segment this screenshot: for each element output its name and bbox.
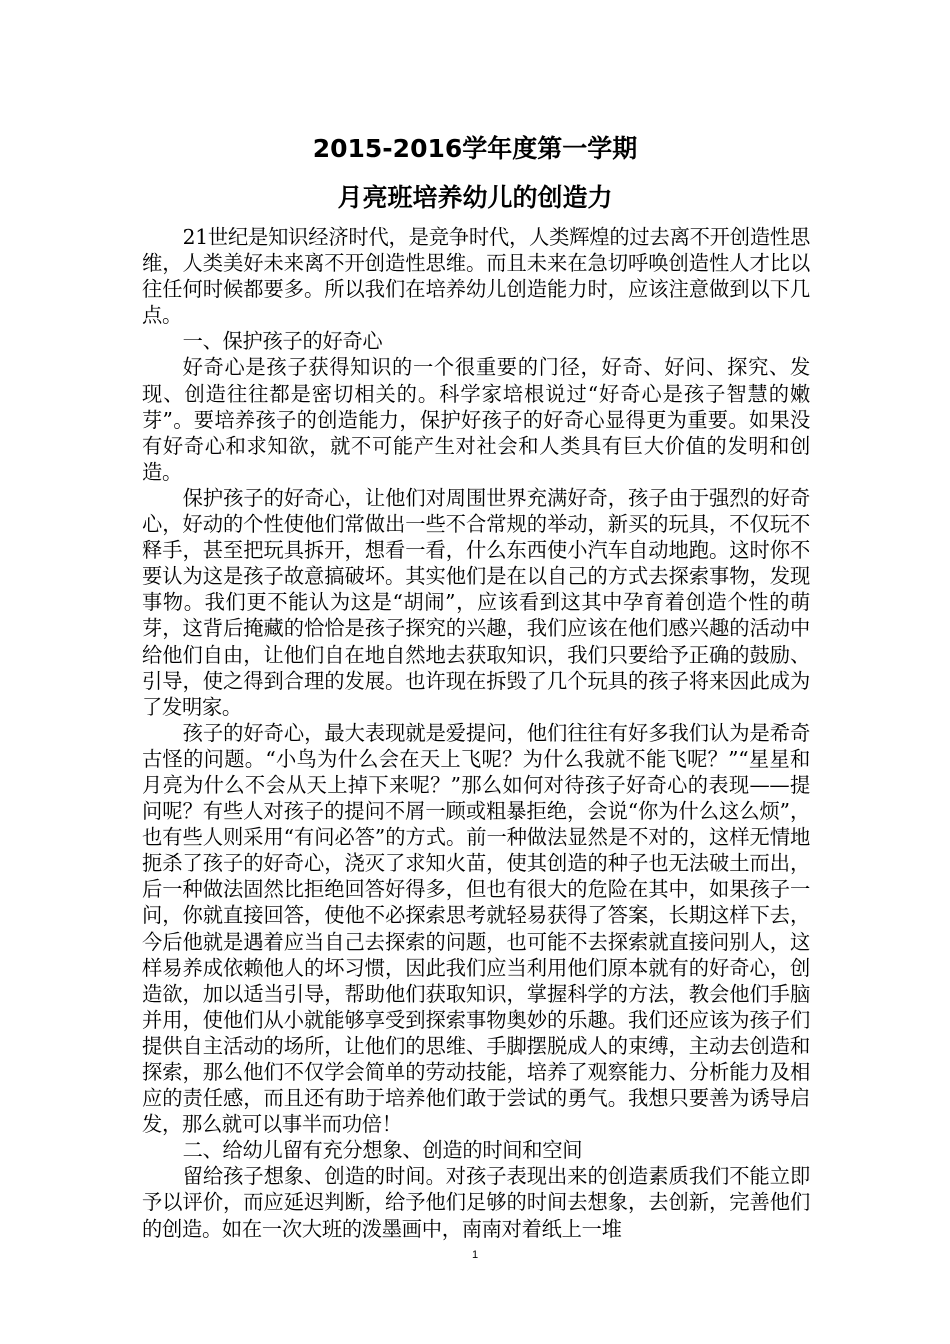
paragraph: 好奇心是孩子获得知识的一个很重要的门径，好奇、好问、探究、发现、创造往往都是密切相关的。科学家培根说过“好奇心是孩子智慧的嫩芽”。要培养孩子的创造能力，保护好孩子的好奇心显得更为重要。如果没有好奇心和求知欲，就不可能产生对社会和人类具有巨大价值的发明和创造。 [142, 355, 810, 484]
paragraph: 孩子的好奇心，最大表现就是爱提问，他们往往有好多我们认为是希奇古怪的问题。“小鸟为什么会在天上飞呢？为什么我就不能飞呢？”“星星和月亮为什么不会从天上掉下来呢？”那么如何对待孩子好奇心的表现——提问呢？有些人对孩子的提问不屑一顾或粗暴拒绝，会说“你为什么这么烦”，也有些人则采用“有问必答”的方式。前一种做法显然是不对的，这样无情地扼杀了孩子的好奇心，浇灭了求知火苗，使其创造的种子也无法破土而出，后一种做法固然比拒绝回答好得多，但也有很大的危险在其中，如果孩子一问，你就直接回答，使他不必探索思考就轻易获得了答案，长期这样下去，今后他就是遇着应当自己去探索的问题，也可能不去探索就直接问别人，这样易养成依赖他人的坏习惯，因此我们应当利用他们原本就有的好奇心，创造欲，加以适当引导，帮助他们获取知识，掌握科学的方法，教会他们手脑并用，使他们从小就能够享受到探索事物奥妙的乐趣。我们还应该为孩子们提供自主活动的场所，让他们的思维、手脚摆脱成人的束缚，主动去创造和探索，那么他们不仅学会简单的劳动技能，培养了观察能力、分析能力及相应的责任感，而且还有助于培养他们敢于尝试的勇气。我想只要善为诱导启发，那么就可以事半而功倍！ [142, 720, 810, 1137]
page-number: 1 [471, 1249, 479, 1261]
section-heading-2: 二、给幼儿留有充分想象、创造的时间和空间 [182, 1138, 583, 1163]
paragraph: 留给孩子想象、创造的时间。对孩子表现出来的创造素质我们不能立即予以评价，而应延迟判断，给予他们足够的时间去想象，去创新，完善他们的创造。如在一次大班的泼墨画中，南南对着纸上一堆 [142, 1164, 810, 1241]
paragraph: 保护孩子的好奇心，让他们对周围世界充满好奇，孩子由于强烈的好奇心，好动的个性使他们常做出一些不合常规的举动，新买的玩具，不仅玩不释手，甚至把玩具拆开，想看一看，什么东西使小汽车自动地跑。这时你不要认为这是孩子故意搞破坏。其实他们是在以自己的方式去探索事物，发现事物。我们更不能认为这是“胡闹”，应该看到这其中孕育着创造个性的萌芽，这背后掩藏的恰恰是孩子探究的兴趣，我们应该在他们感兴趣的活动中给他们自由，让他们自在地自然地去获取知识，我们只要给予正确的鼓励、引导，使之得到合理的发展。也许现在拆毁了几个玩具的孩子将来因此成为了发明家。 [142, 485, 810, 719]
document-title-year: 2015-2016学年度第一学期 [312, 134, 638, 163]
section-heading-1: 一、保护孩子的好奇心 [182, 329, 383, 354]
document-body [142, 224, 810, 1242]
document-title-main: 月亮班培养幼儿的创造力 [337, 183, 613, 212]
paragraph-intro: 21世纪是知识经济时代，是竞争时代，人类辉煌的过去离不开创造性思维，人类美好未来离不开创造性思维。而且未来在急切呼唤创造性人才比以往任何时候都要多。所以我们在培养幼儿创造能力时，应该注意做到以下几点。 [142, 225, 810, 328]
